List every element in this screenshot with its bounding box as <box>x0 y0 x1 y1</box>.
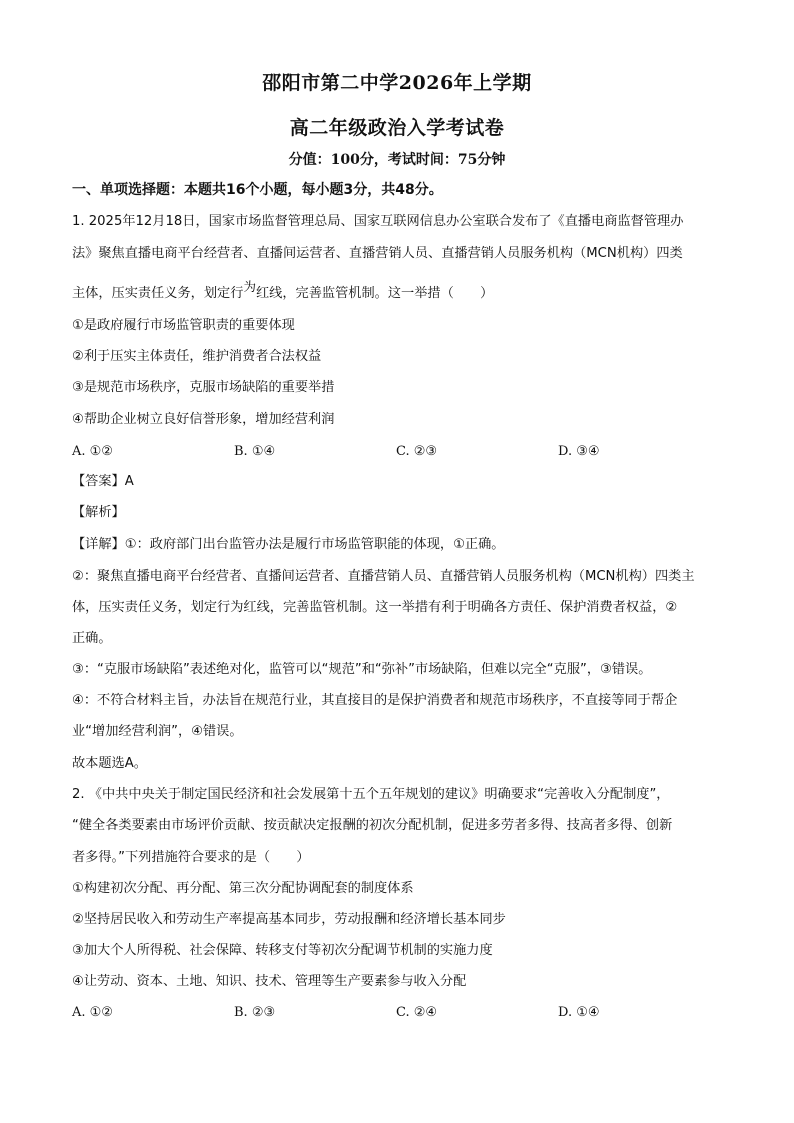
q1-detail-line-4: 正确。 <box>72 631 112 646</box>
q1-detail-line-6: ④：不符合材料主旨，办法旨在规范行业，其直接目的是保护消费者和规范市场秩序，不直接等同于帮企 <box>72 693 678 708</box>
q1-statement-2: ②利于压实主体责任，维护消费者合法权益 <box>72 349 322 364</box>
q1-statement-1: ①是政府履行市场监管职责的重要体现 <box>72 318 295 333</box>
q1-detail-line-2: ②：聚焦直播电商平台经营者、直播间运营者、直播营销人员、直播营销人员服务机构（MCN机构）四类主 <box>72 569 695 584</box>
q1-option-b[interactable]: B. ①④ <box>234 444 276 459</box>
q1-option-d[interactable]: D. ③④ <box>558 444 600 459</box>
q1-conclusion: 故本题选A。 <box>72 756 147 771</box>
q1-stem-line-1: 1. 2025年12月18日，国家市场监督管理总局、国家互联网信息办公室联合发布了《直播电商监督管理办 <box>72 214 684 229</box>
q1-statement-4: ④帮助企业树立良好信誉形象，增加经营利润 <box>72 412 335 427</box>
q1-option-a[interactable]: A. ①② <box>72 444 113 459</box>
q2-statement-4: ④让劳动、资本、土地、知识、技术、管理等生产要素参与收入分配 <box>72 974 467 989</box>
exam-meta: 分值：100分，考试时间：75分钟 <box>288 152 506 168</box>
q2-option-a[interactable]: A. ①② <box>72 1005 113 1020</box>
q2-stem-line-1: 2. 《中共中央关于制定国民经济和社会发展第十五个五年规划的建议》明确要求“完善收入分配制度”， <box>72 787 670 802</box>
school-title: 邵阳市第二中学2026年上学期 <box>262 72 532 94</box>
q1-analysis-heading: 【解析】 <box>72 505 125 520</box>
q1-stem-line-3-b: 红线，完善监管机制。这一举措（ ） <box>255 286 494 301</box>
q1-statement-3: ③是规范市场秩序，克服市场缺陷的重要举措 <box>72 380 335 395</box>
q2-option-d[interactable]: D. ①④ <box>558 1005 600 1020</box>
q2-stem-line-2: “健全各类要素由市场评价贡献、按贡献决定报酬的初次分配机制，促进多劳者多得、技高者多得、创新 <box>72 818 673 833</box>
q1-detail-line-1: 【详解】①：政府部门出台监管办法是履行市场监管职能的体现，①正确。 <box>72 537 505 552</box>
q2-option-b[interactable]: B. ②③ <box>234 1005 276 1020</box>
q1-option-c[interactable]: C. ②③ <box>396 444 438 459</box>
q2-statement-2: ②坚持居民收入和劳动生产率提高基本同步，劳动报酬和经济增长基本同步 <box>72 912 506 927</box>
q2-statement-3: ③加大个人所得税、社会保障、转移支付等初次分配调节机制的实施力度 <box>72 943 493 958</box>
q1-detail-line-7: 业“增加经营利润”，④错误。 <box>72 724 243 739</box>
q1-stem-line-2: 法》聚焦直播电商平台经营者、直播间运营者、直播营销人员、直播营销人员服务机构（MCN机构）四类 <box>72 246 683 261</box>
q1-stem-line-3 <box>72 279 724 303</box>
q1-answer: 【答案】A <box>72 474 134 489</box>
section-heading: 一、单项选择题：本题共16个小题，每小题3分，共48分。 <box>72 182 443 198</box>
q1-detail-line-3: 体，压实责任义务，划定行为红线，完善监管机制。这一举措有利于明确各方责任、保护消费者权益，② <box>72 600 678 615</box>
exam-title: 高二年级政治入学考试卷 <box>289 117 505 139</box>
q2-stem-line-3: 者多得。”下列措施符合要求的是（ ） <box>72 850 310 865</box>
q2-statement-1: ①构建初次分配、再分配、第三次分配协调配套的制度体系 <box>72 881 414 896</box>
q1-detail-line-5: ③：“克服市场缺陷”表述绝对化，监管可以“规范”和“弥补”市场缺陷，但难以完全“克服”，③错误。 <box>72 662 652 677</box>
q1-stem-line-3-a: 主体，压实责任义务，划定行 <box>72 286 244 301</box>
q1-stem-line-3-sup: 为 <box>243 279 256 294</box>
q2-option-c[interactable]: C. ②④ <box>396 1005 438 1020</box>
